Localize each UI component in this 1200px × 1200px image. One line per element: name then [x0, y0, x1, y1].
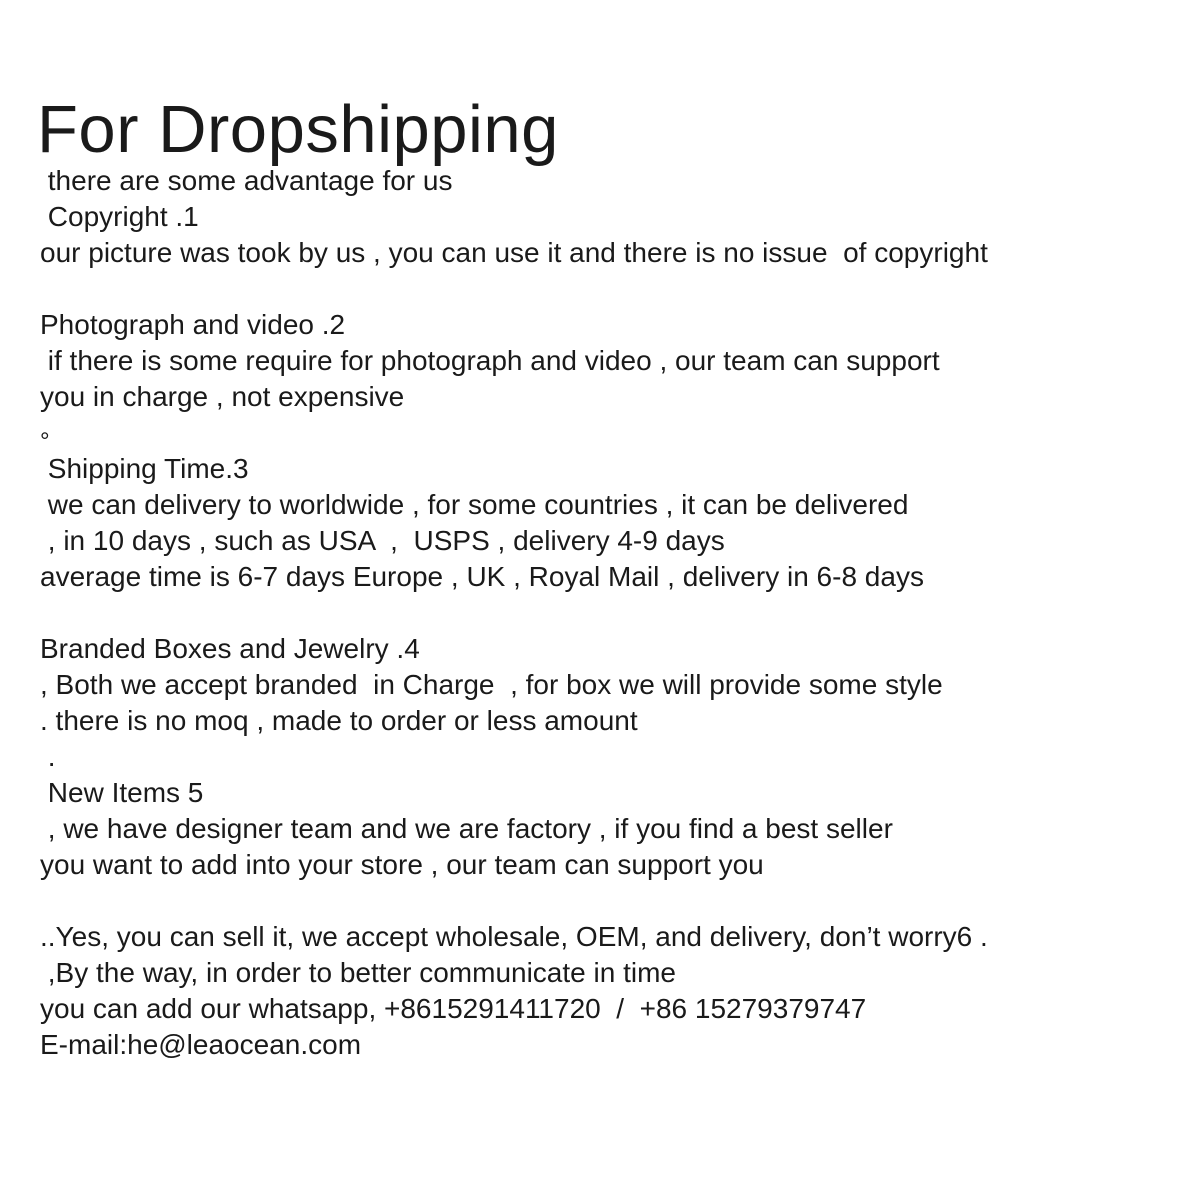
text-line: ° [40, 428, 50, 455]
text-line: ,By the way, in order to better communicate in time [40, 957, 676, 988]
text-line: Copyright .1 [40, 201, 199, 232]
text-line: if there is some require for photograph and video , our team can support [40, 345, 940, 376]
page-title: For Dropshipping [37, 92, 559, 167]
text-line: you in charge , not expensive [40, 381, 405, 412]
text-line: there are some advantage for us [40, 165, 453, 196]
text-line: Branded Boxes and Jewelry .4 [40, 633, 420, 664]
text-line: . there is no moq , made to order or less amount [40, 705, 638, 736]
text-line: average time is 6-7 days Europe , UK , Royal Mail , delivery in 6-8 days [40, 561, 924, 592]
text-line: , we have designer team and we are factory , if you find a best seller [40, 813, 893, 844]
text-line: ..Yes, you can sell it, we accept wholesale, OEM, and delivery, don’t worry6 . [40, 921, 988, 952]
text-line: our picture was took by us , you can use it and there is no issue of copyright [40, 237, 988, 268]
text-line [40, 595, 1180, 631]
text-line: Photograph and video .2 [40, 309, 346, 340]
text-line: New Items 5 [40, 777, 204, 808]
text-line: you can add our whatsapp, +8615291411720 / +86 15279379747 [40, 993, 867, 1024]
text-line: we can delivery to worldwide , for some countries , it can be delivered [40, 489, 909, 520]
text-line: you want to add into your store , our team can support you [40, 849, 764, 880]
text-line: . [40, 741, 56, 772]
text-line: , Both we accept branded in Charge , for box we will provide some style [40, 669, 943, 700]
text-line: E-mail:he@leaocean.com [40, 1029, 362, 1060]
text-line: Shipping Time.3 [40, 453, 249, 484]
body-text [40, 163, 1180, 1063]
text-line [40, 883, 1180, 919]
text-line [40, 271, 1180, 307]
text-line: , in 10 days , such as USA , USPS , delivery 4-9 days [40, 525, 725, 556]
